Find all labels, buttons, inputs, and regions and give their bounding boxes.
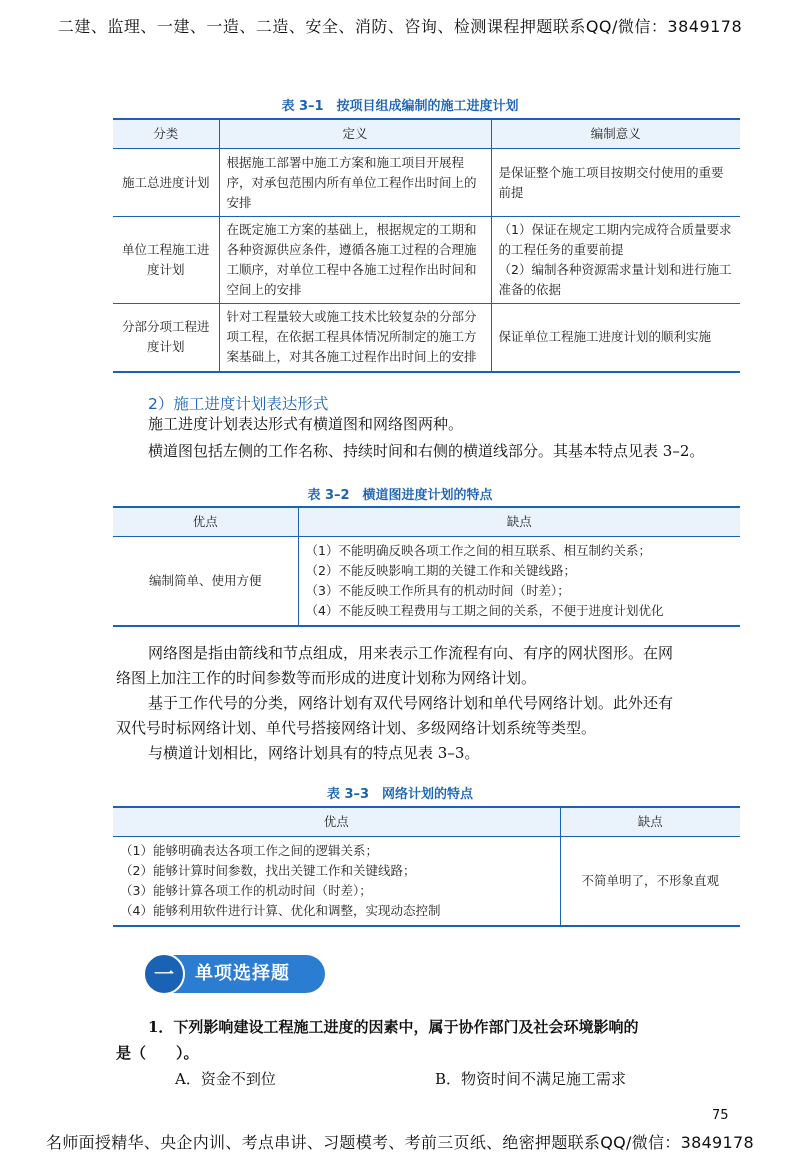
table1-header-category: 分类 <box>113 119 219 149</box>
table3 <box>113 806 740 927</box>
table1-cell-category: 分部分项工程进度计划 <box>113 304 219 372</box>
list-item: （3）能够计算各项工作的机动时间（时差）； <box>120 883 372 898</box>
list-item: （2）不能反映影响工期的关键工作和关键线路； <box>305 563 576 578</box>
table1 <box>113 118 740 373</box>
table1-cell-meaning: （1）保证在规定工期内完成符合质量要求的工程任务的重要前提 （2）编制各种资源需求量计划和进行施工准备的依据 <box>491 217 740 304</box>
list-item: （3）不能反映工作所具有的机动时间（时差）； <box>305 583 570 598</box>
table2 <box>113 506 740 627</box>
section-title: 单项选择题 <box>195 963 290 984</box>
paragraph: 施工进度计划表达形式有横道图和网络图两种。 <box>148 415 464 433</box>
table1-cell-definition: 针对工程量较大或施工技术比较复杂的分部分项工程，在依据工程具体情况所制定的施工方案基础上，对其各施工过程作出时间上的安排 <box>219 304 491 372</box>
paragraph: 络图上加注工作的时间参数等而形成的进度计划称为网络计划。 <box>116 669 537 687</box>
page-number: 75 <box>712 1108 729 1123</box>
table1-header-definition: 定义 <box>219 119 491 149</box>
list-item: （1）不能明确反映各项工作之间的相互联系、相互制约关系； <box>305 543 651 558</box>
page-footer-banner: 名师面授精华、央企内训、考点串讲、习题模考、考前三页纸、绝密押题联系QQ/微信：3849178 <box>46 1133 754 1152</box>
section-heading: 2）施工进度计划表达形式 <box>148 395 329 413</box>
table2-caption: 表 3–2 横道图进度计划的特点 <box>307 488 493 503</box>
option-a: A．资金不到位 <box>175 1070 276 1088</box>
table3-caption: 表 3–3 网络计划的特点 <box>326 787 474 802</box>
paragraph: 双代号时标网络计划、单代号搭接网络计划、多级网络计划系统等类型。 <box>116 719 597 737</box>
page-header-banner: 二建、监理、一建、一造、二造、安全、消防、咨询、检测课程押题联系QQ/微信：3849178 <box>57 17 743 36</box>
table1-caption: 表 3–1 按项目组成编制的施工进度计划 <box>281 99 519 114</box>
table1-cell-category: 施工总进度计划 <box>113 149 219 217</box>
list-item: （2）能够计算时间参数，找出关键工作和关键线路； <box>120 863 416 878</box>
paragraph: 横道图包括左侧的工作名称、持续时间和右侧的横道线部分。其基本特点见表 3–2。 <box>148 442 705 460</box>
table1-cell-meaning: 保证单位工程施工进度计划的顺利实施 <box>498 329 712 345</box>
question-text: 是（ ）。 <box>116 1044 199 1062</box>
table3-cell-disadvantage: 不简单明了，不形象直观 <box>581 873 719 888</box>
table2-cell-disadvantages <box>298 537 740 627</box>
option-b: B．物资时间不满足施工需求 <box>435 1070 627 1088</box>
paragraph: 网络图是指由箭线和节点组成，用来表示工作流程有向、有序的网状图形。在网 <box>148 644 674 662</box>
paragraph: 与横道计划相比，网络计划具有的特点见表 3–3。 <box>148 744 480 762</box>
list-item: （4）能够利用软件进行计算、优化和调整，实现动态控制 <box>120 903 441 918</box>
paragraph: 基于工作代号的分类，网络计划有双代号网络计划和单代号网络计划。此外还有 <box>148 694 674 712</box>
section-number: 一 <box>143 953 185 995</box>
section-badge <box>145 955 325 993</box>
table3-cell-advantages <box>113 837 560 927</box>
table3-header-advantages: 优点 <box>113 807 560 837</box>
table2-cell-advantage: 编制简单、使用方便 <box>113 537 298 627</box>
table2-header-advantages: 优点 <box>113 507 298 537</box>
table1-cell-definition: 在既定施工方案的基础上，根据规定的工期和各种资源供应条件，遵循各施工过程的合理施工顺序，对单位工程中各施工过程作出时间和空间上的安排 <box>219 217 491 304</box>
table3-header-disadvantages: 缺点 <box>560 807 740 837</box>
table2-header-disadvantages: 缺点 <box>298 507 740 537</box>
table1-cell-category: 单位工程施工进度计划 <box>113 217 219 304</box>
question-text: 1．下列影响建设工程施工进度的因素中，属于协作部门及社会环境影响的 <box>148 1018 639 1036</box>
table1-header-meaning: 编制意义 <box>491 119 740 149</box>
table1-cell-meaning: 是保证整个施工项目按期交付使用的重要前提 <box>491 149 740 217</box>
table1-cell-definition: 根据施工部署中施工方案和施工项目开展程序，对承包范围内所有单位工程作出时间上的安排 <box>219 149 491 217</box>
list-item: （1）能够明确表达各项工作之间的逻辑关系； <box>120 843 378 858</box>
list-item: （4）不能反映工程费用与工期之间的关系，不便于进度计划优化 <box>305 603 664 618</box>
